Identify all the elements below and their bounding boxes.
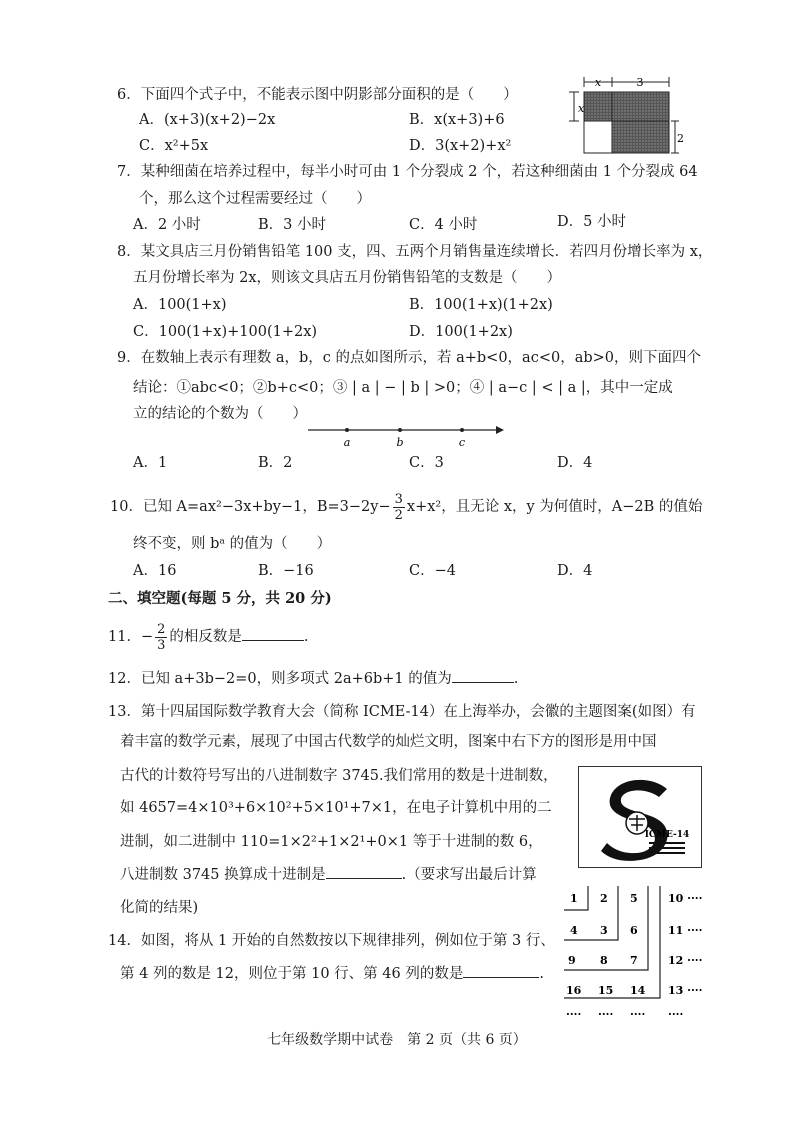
grid-cell-r2c3: 6: [630, 924, 638, 937]
fig-top-3-label: 3: [636, 76, 644, 89]
grid-dots-c1: ····: [566, 1008, 582, 1021]
q14-answer-blank[interactable]: [463, 963, 539, 978]
icme-logo-graphic: [579, 767, 701, 867]
q6-stem: 6．下面四个式子中，不能表示图中阴影部分面积的是（ ）: [117, 87, 518, 103]
q8-option-d: D．100(1+2x): [409, 324, 513, 340]
q14-line2-text: 第 4 列的数是 12，则位于第 10 行、第 46 列的数是: [120, 966, 464, 982]
q10-option-b: B．−16: [258, 563, 314, 579]
q6-option-d: D．3(x+2)+x²: [409, 138, 512, 154]
q12-line: [108, 668, 518, 689]
q10-stem-b: x+x²，且无论 x，y 为何值时，A−2B 的值始: [406, 499, 703, 515]
q10-option-d: D．4: [557, 563, 593, 579]
q13-line2: 着丰富的数学元素，展现了中国古代数学的灿烂文明，图案中右下方的图形是用中国: [120, 734, 657, 750]
q7-option-c: C．4 小时: [409, 217, 478, 233]
q7-option-a: A．2 小时: [133, 217, 201, 233]
grid-cell-r3c3: 7: [630, 954, 638, 967]
q9-stem-line2: 结论：①abc<0；②b+c<0；③ | a | − | b | >0；④ | a−c | < | a |，其中一定成: [133, 380, 673, 396]
q10-stem-line2: 终不变，则 bᵃ 的值为（ ）: [133, 536, 332, 552]
q11-end: .: [303, 629, 309, 645]
q13-line3: 古代的计数符号写出的八进制数字 3745.我们常用的数是十进制数，: [120, 768, 558, 784]
q9-stem-line1: 9．在数轴上表示有理数 a，b，c 的点如图所示，若 a+b<0，ac<0，ab>0，则下面四个: [117, 350, 701, 366]
q11-line: [108, 620, 309, 654]
q9-option-b: B．2: [258, 455, 293, 471]
icme-logo-text: ICME-14: [644, 830, 690, 840]
q12-text: 12．已知 a+3b−2=0，则多项式 2a+6b+1 的值为: [108, 671, 452, 687]
q8-option-a: A．100(1+x): [133, 297, 227, 313]
q10-frac-num: 3: [394, 491, 403, 507]
q7-option-b: B．3 小时: [258, 217, 326, 233]
fig-left-x-label: x: [578, 102, 585, 115]
grid-cell-r3c1: 9: [568, 954, 576, 967]
q13-line6-a: 八进制数 3745 换算成十进制是: [120, 867, 326, 883]
grid-cell-r1c4: 10 ····: [668, 892, 703, 905]
q13-line6: [120, 864, 537, 885]
q6-option-b: B．x(x+3)+6: [409, 112, 505, 128]
q14-line1: 14．如图，将从 1 开始的自然数按以下规律排列，例如位于第 3 行、: [108, 933, 555, 949]
q6-area-figure: [564, 74, 684, 158]
grid-cell-r2c1: 4: [570, 924, 578, 937]
q7-option-d: D．5 小时: [557, 214, 626, 230]
q10-stem-a: 10．已知 A=ax²−3x+by−1，B=3−2y−: [110, 499, 391, 515]
q14-number-grid: [560, 882, 720, 1027]
grid-dots-c4: ····: [668, 1008, 684, 1021]
q7-stem-line2: 个，那么这个过程需要经过（ ）: [139, 191, 371, 207]
icme-logo: [578, 766, 702, 868]
fig-top-x-label: x: [594, 76, 602, 89]
page-footer: 七年级数学期中试卷 第 2 页（共 6 页）: [267, 1032, 527, 1048]
grid-cell-r1c2: 2: [600, 892, 608, 905]
q13-line5: 进制，如二进制中 110=1×2²+1×2¹+0×1 等于十进制的数 6，: [120, 834, 543, 850]
grid-cell-r1c3: 5: [630, 892, 638, 905]
q11-frac-den: 3: [157, 637, 166, 653]
q13-line1: 13．第十四届国际数学教育大会（简称 ICME-14）在上海举办，会徽的主题图案(如图）有: [108, 704, 696, 720]
q10-fraction: [393, 492, 405, 523]
numline-c-label: c: [458, 436, 466, 449]
section-2-title: 二、填空题(每题 5 分，共 20 分): [108, 590, 332, 607]
numline-a-label: a: [343, 436, 351, 449]
q7-stem-line1: 7．某种细菌在培养过程中，每半小时可由 1 个分裂成 2 个，若这种细菌由 1 个分裂成 64: [117, 164, 698, 180]
q13-line4: 如 4657=4×10³+6×10²+5×10¹+7×1，在电子计算机中用的二: [120, 800, 552, 816]
grid-cell-r4c1: 16: [566, 984, 582, 997]
q8-stem-line1: 8．某文具店三月份销售铅笔 100 支，四、五两个月销售量连续增长．若四月份增长率为 x，: [117, 244, 713, 260]
q9-stem-line3: 立的结论的个数为（ ）: [133, 406, 307, 422]
q13-answer-blank[interactable]: [326, 864, 402, 879]
q6-option-c: C．x²+5x: [139, 138, 209, 154]
numline-b-label: b: [396, 436, 404, 449]
q12-end: .: [513, 671, 519, 687]
q10-frac-den: 2: [394, 507, 403, 523]
q14-line2: [120, 963, 544, 984]
grid-dots-c2: ····: [598, 1008, 614, 1021]
q11-answer-blank[interactable]: [242, 626, 304, 641]
q11-prefix: 11．−: [108, 629, 154, 645]
q11-fraction: [155, 622, 167, 653]
q9-option-a: A．1: [133, 455, 168, 471]
q8-stem-line2: 五月份增长率为 2x，则该文具店五月份销售铅笔的支数是（ ）: [133, 270, 562, 286]
grid-dots-c3: ····: [630, 1008, 646, 1021]
q10-option-c: C．−4: [409, 563, 456, 579]
q13-line7: 化简的结果): [120, 900, 199, 916]
q9-option-d: D．4: [557, 455, 593, 471]
q10-option-a: A．16: [133, 563, 177, 579]
q9-number-line: [300, 420, 510, 450]
q9-option-c: C．3: [409, 455, 444, 471]
q13-line6-b: .（要求写出最后计算: [401, 867, 537, 883]
q6-option-a: A．(x+3)(x+2)−2x: [139, 112, 276, 128]
q8-option-b: B．100(1+x)(1+2x): [409, 297, 553, 313]
grid-cell-r3c2: 8: [600, 954, 608, 967]
q8-option-c: C．100(1+x)+100(1+2x): [133, 324, 318, 340]
q11-suffix: 的相反数是: [169, 629, 242, 645]
grid-cell-r4c4: 13 ····: [668, 984, 703, 997]
grid-cell-r4c3: 14: [630, 984, 646, 997]
fig-right-2-label: 2: [677, 132, 684, 145]
q10-stem-line1: [110, 490, 702, 524]
grid-cell-r2c4: 11 ····: [668, 924, 703, 937]
q12-answer-blank[interactable]: [452, 668, 514, 683]
grid-cell-r3c4: 12 ····: [668, 954, 703, 967]
grid-cell-r4c2: 15: [598, 984, 614, 997]
q11-frac-num: 2: [157, 621, 166, 637]
q14-end: .: [539, 966, 544, 982]
grid-cell-r2c2: 3: [600, 924, 608, 937]
grid-cell-r1c1: 1: [570, 892, 578, 905]
